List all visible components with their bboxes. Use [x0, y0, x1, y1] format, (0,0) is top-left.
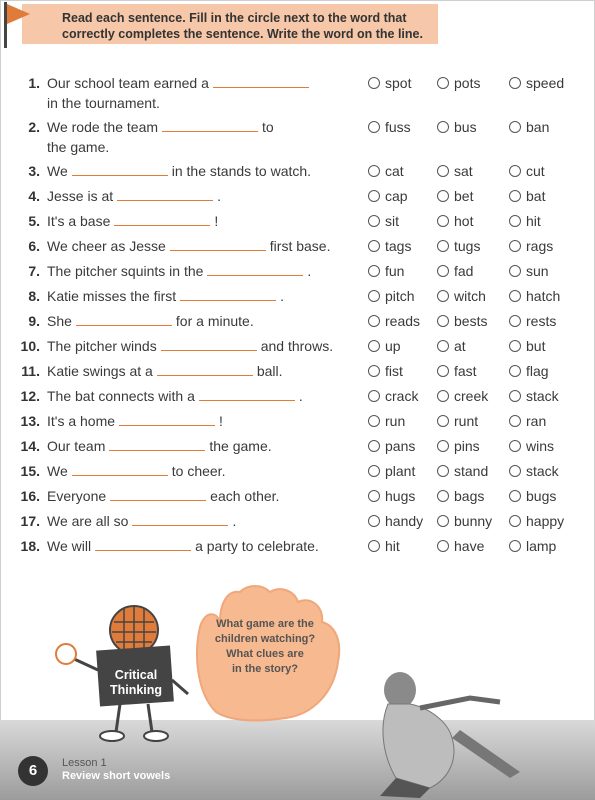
radio-circle-icon[interactable]	[509, 365, 521, 377]
option-word: bests	[454, 313, 488, 329]
answer-option[interactable]	[437, 238, 480, 254]
sentence-before-blank: We are all so	[47, 513, 129, 529]
question-row	[0, 513, 595, 535]
option-word: witch	[454, 288, 486, 304]
question-row	[0, 388, 595, 410]
sentence-before-blank: She	[47, 313, 72, 329]
sentence-after-blank: to cheer.	[171, 463, 226, 479]
question-sentence	[47, 238, 331, 254]
answer-option[interactable]	[437, 213, 473, 229]
radio-circle-icon[interactable]	[509, 121, 521, 133]
answer-option[interactable]	[368, 513, 423, 529]
radio-circle-icon[interactable]	[437, 215, 449, 227]
radio-circle-icon[interactable]	[368, 265, 380, 277]
answer-option[interactable]	[368, 163, 404, 179]
option-word: wins	[526, 438, 555, 454]
sentence-before-blank: The pitcher winds	[47, 338, 157, 354]
option-word: stand	[454, 463, 489, 479]
radio-circle-icon[interactable]	[368, 77, 380, 89]
radio-circle-icon[interactable]	[437, 415, 449, 427]
option-word: pans	[385, 438, 416, 454]
radio-circle-icon[interactable]	[437, 265, 449, 277]
sentence-after-blank: !	[219, 413, 223, 429]
question-number: 8.	[28, 288, 40, 304]
sentence-before-blank: We cheer as Jesse	[47, 238, 166, 254]
answer-option[interactable]	[437, 338, 466, 354]
flag-icon	[3, 2, 31, 50]
answer-option[interactable]	[368, 238, 411, 254]
sentence-after-blank: the game.	[209, 438, 272, 454]
question-row	[0, 263, 595, 285]
radio-circle-icon[interactable]	[509, 440, 521, 452]
option-word: handy	[385, 513, 424, 529]
prompt-line-4: in the story?	[231, 663, 298, 675]
radio-circle-icon[interactable]	[368, 365, 380, 377]
option-word: speed	[526, 75, 565, 91]
radio-circle-icon[interactable]	[509, 490, 521, 502]
answer-blank[interactable]	[95, 538, 191, 551]
answer-blank[interactable]	[72, 463, 168, 476]
sentence-after-blank: !	[214, 213, 219, 229]
radio-circle-icon[interactable]	[437, 77, 449, 89]
radio-circle-icon[interactable]	[437, 121, 449, 133]
option-word: cat	[385, 163, 404, 179]
answer-blank[interactable]	[109, 438, 205, 451]
radio-circle-icon[interactable]	[437, 340, 449, 352]
option-word: bags	[454, 488, 485, 504]
radio-circle-icon[interactable]	[509, 215, 521, 227]
question-row	[0, 438, 595, 460]
answer-option[interactable]	[368, 288, 415, 304]
sentence-before-blank: We rode the team	[47, 119, 159, 135]
answer-option[interactable]	[437, 288, 486, 304]
answer-option[interactable]	[437, 263, 473, 279]
radio-circle-icon[interactable]	[437, 190, 449, 202]
sentence-continuation: the game.	[47, 139, 110, 155]
question-number: 14.	[20, 438, 40, 454]
radio-circle-icon[interactable]	[509, 265, 521, 277]
answer-blank[interactable]	[157, 363, 253, 376]
answer-option[interactable]	[368, 263, 404, 279]
question-number: 9.	[28, 313, 40, 329]
radio-circle-icon[interactable]	[437, 365, 449, 377]
answer-option[interactable]	[368, 188, 408, 204]
question-sentence	[47, 288, 284, 304]
prompt-line-1: What game are the	[216, 618, 314, 630]
option-word: ran	[526, 413, 547, 429]
answer-blank[interactable]	[72, 163, 168, 176]
answer-option[interactable]	[368, 538, 400, 554]
option-word: creek	[454, 388, 489, 404]
option-word: bunny	[454, 513, 493, 529]
answer-option[interactable]	[509, 288, 560, 304]
radio-circle-icon[interactable]	[368, 315, 380, 327]
answer-blank[interactable]	[199, 388, 295, 401]
option-word: tags	[385, 238, 412, 254]
sentence-after-blank: ball.	[256, 363, 283, 379]
option-word: sit	[385, 213, 399, 229]
option-word: stack	[526, 463, 559, 479]
answer-option[interactable]	[509, 238, 553, 254]
option-word: stack	[526, 388, 559, 404]
question-number: 18.	[20, 538, 40, 554]
question-row	[0, 313, 595, 335]
option-word: plant	[385, 463, 416, 479]
sentence-before-blank: Everyone	[47, 488, 107, 504]
option-word: rests	[526, 313, 557, 329]
sentence-after-blank: first base.	[269, 238, 331, 254]
sentence-after-blank: and throws.	[260, 338, 334, 354]
critical-thinking-prompt	[200, 617, 330, 677]
question-row	[0, 163, 595, 185]
critical-thinking-label	[98, 668, 174, 698]
answer-blank[interactable]	[76, 313, 172, 326]
radio-circle-icon[interactable]	[509, 190, 521, 202]
answer-option[interactable]	[509, 313, 556, 329]
answer-option[interactable]	[368, 463, 415, 479]
answer-option[interactable]	[509, 363, 549, 379]
option-word: fad	[454, 263, 474, 279]
answer-option[interactable]	[509, 413, 546, 429]
sentence-before-blank: It's a base	[47, 213, 111, 229]
option-word: reads	[385, 313, 421, 329]
critical-label-line-2: Thinking	[109, 683, 163, 697]
question-row	[0, 338, 595, 360]
radio-circle-icon[interactable]	[509, 165, 521, 177]
option-word: fuss	[385, 119, 411, 135]
question-row	[0, 288, 595, 310]
option-word: tugs	[454, 238, 481, 254]
question-sentence	[47, 213, 218, 229]
radio-circle-icon[interactable]	[368, 240, 380, 252]
option-word: fast	[454, 363, 477, 379]
answer-option[interactable]	[437, 438, 480, 454]
sentence-before-blank: Katie misses the first	[47, 288, 177, 304]
option-word: have	[454, 538, 485, 554]
question-number: 13.	[20, 413, 40, 429]
option-word: up	[385, 338, 401, 354]
answer-option[interactable]	[368, 438, 415, 454]
radio-circle-icon[interactable]	[437, 390, 449, 402]
answer-option[interactable]	[437, 388, 488, 404]
radio-circle-icon[interactable]	[437, 540, 449, 552]
option-word: pots	[454, 75, 481, 91]
radio-circle-icon[interactable]	[437, 240, 449, 252]
radio-circle-icon[interactable]	[368, 490, 380, 502]
option-word: happy	[526, 513, 565, 529]
radio-circle-icon[interactable]	[509, 390, 521, 402]
question-sentence	[47, 188, 221, 204]
answer-blank[interactable]	[110, 488, 206, 501]
question-number: 11.	[21, 363, 40, 379]
option-word: hit	[385, 538, 400, 554]
question-sentence	[47, 488, 279, 504]
radio-circle-icon[interactable]	[437, 515, 449, 527]
question-sentence	[47, 413, 223, 429]
answer-option[interactable]	[437, 513, 492, 529]
directions-banner	[22, 4, 438, 44]
option-word: fist	[385, 363, 403, 379]
question-row	[0, 213, 595, 235]
radio-circle-icon[interactable]	[509, 465, 521, 477]
option-word: bat	[526, 188, 546, 204]
radio-circle-icon[interactable]	[509, 540, 521, 552]
lesson-label: Lesson 1	[62, 757, 107, 769]
question-number: 5.	[28, 213, 40, 229]
radio-circle-icon[interactable]	[509, 340, 521, 352]
sentence-after-blank: to	[262, 119, 274, 135]
question-sentence	[47, 75, 313, 91]
question-sentence	[47, 513, 236, 529]
sentence-after-blank: a party to celebrate.	[195, 538, 319, 554]
sentence-before-blank: Our team	[47, 438, 106, 454]
answer-option[interactable]	[368, 388, 418, 404]
option-word: flag	[526, 363, 549, 379]
answer-option[interactable]	[509, 119, 549, 135]
critical-label-line-1: Critical	[114, 668, 158, 682]
sentence-after-blank: .	[232, 513, 237, 529]
sentence-after-blank: .	[307, 263, 312, 279]
radio-circle-icon[interactable]	[368, 515, 380, 527]
answer-option[interactable]	[509, 188, 545, 204]
directions-text: Read each sentence. Fill in the circle next to the word that correctly completes the sentence. Write the word on the line.	[62, 11, 423, 41]
answer-option[interactable]	[509, 513, 564, 529]
answer-option[interactable]	[437, 463, 488, 479]
answer-option[interactable]	[509, 388, 559, 404]
radio-circle-icon[interactable]	[368, 390, 380, 402]
sentence-after-blank: .	[298, 388, 303, 404]
answer-option[interactable]	[368, 338, 401, 354]
radio-circle-icon[interactable]	[368, 190, 380, 202]
answer-blank[interactable]	[161, 338, 257, 351]
answer-blank[interactable]	[132, 513, 228, 526]
question-row	[0, 119, 595, 155]
question-number: 12.	[20, 388, 40, 404]
answer-option[interactable]	[509, 338, 545, 354]
option-word: cap	[385, 188, 408, 204]
option-word: lamp	[526, 538, 557, 554]
answer-option[interactable]	[368, 119, 411, 135]
answer-option[interactable]	[368, 488, 415, 504]
answer-option[interactable]	[437, 163, 473, 179]
question-number: 7.	[28, 263, 40, 279]
sentence-after-blank: .	[280, 288, 285, 304]
answer-option[interactable]	[509, 75, 564, 91]
answer-option[interactable]	[437, 119, 477, 135]
option-word: run	[385, 413, 406, 429]
sentence-after-blank: in the stands to watch.	[171, 163, 312, 179]
answer-option[interactable]	[509, 538, 556, 554]
question-number: 1.	[28, 75, 40, 91]
radio-circle-icon[interactable]	[368, 465, 380, 477]
question-sentence	[47, 438, 272, 454]
radio-circle-icon[interactable]	[437, 465, 449, 477]
radio-circle-icon[interactable]	[437, 490, 449, 502]
question-sentence	[47, 463, 225, 479]
sentence-before-blank: Our school team earned a	[47, 75, 209, 91]
radio-circle-icon[interactable]	[437, 440, 449, 452]
radio-circle-icon[interactable]	[368, 290, 380, 302]
radio-circle-icon[interactable]	[509, 415, 521, 427]
radio-circle-icon[interactable]	[368, 215, 380, 227]
question-number: 17.	[20, 513, 40, 529]
option-word: at	[454, 338, 466, 354]
question-number: 2.	[28, 119, 40, 135]
sentence-before-blank: We	[47, 163, 68, 179]
radio-circle-icon[interactable]	[509, 515, 521, 527]
sentence-after-blank: .	[217, 188, 222, 204]
answer-option[interactable]	[437, 488, 484, 504]
option-word: but	[526, 338, 546, 354]
radio-circle-icon[interactable]	[368, 440, 380, 452]
radio-circle-icon[interactable]	[437, 165, 449, 177]
answer-option[interactable]	[368, 213, 399, 229]
answer-blank[interactable]	[170, 238, 266, 251]
option-word: sun	[526, 263, 549, 279]
sentence-before-blank: We will	[47, 538, 92, 554]
question-sentence	[47, 338, 333, 354]
answer-option[interactable]	[368, 363, 403, 379]
option-word: pitch	[385, 288, 415, 304]
radio-circle-icon[interactable]	[509, 315, 521, 327]
answer-option[interactable]	[368, 413, 405, 429]
sentence-before-blank: It's a home	[47, 413, 116, 429]
answer-blank[interactable]	[114, 213, 210, 226]
answer-option[interactable]	[509, 488, 556, 504]
answer-option[interactable]	[437, 413, 478, 429]
radio-circle-icon[interactable]	[368, 340, 380, 352]
answer-option[interactable]	[509, 463, 559, 479]
question-number: 16.	[20, 488, 40, 504]
question-row	[0, 538, 595, 560]
question-row	[0, 488, 595, 510]
radio-circle-icon[interactable]	[368, 165, 380, 177]
sentence-after-blank: each other.	[210, 488, 280, 504]
radio-circle-icon[interactable]	[509, 290, 521, 302]
option-word: sat	[454, 163, 473, 179]
question-row	[0, 188, 595, 210]
question-sentence	[47, 388, 303, 404]
question-number: 3.	[28, 163, 40, 179]
question-row	[0, 413, 595, 435]
answer-blank[interactable]	[207, 263, 303, 276]
option-word: hit	[526, 213, 541, 229]
sentence-before-blank: Jesse is at	[47, 188, 114, 204]
radio-circle-icon[interactable]	[437, 290, 449, 302]
answer-option[interactable]	[509, 163, 545, 179]
question-sentence	[47, 119, 274, 135]
option-word: bus	[454, 119, 477, 135]
sentence-before-blank: Katie swings at a	[47, 363, 153, 379]
radio-circle-icon[interactable]	[368, 415, 380, 427]
question-row	[0, 75, 595, 111]
sentence-before-blank: The pitcher squints in the	[47, 263, 204, 279]
answer-option[interactable]	[437, 188, 473, 204]
option-word: fun	[385, 263, 405, 279]
question-number: 10.	[20, 338, 40, 354]
option-word: bugs	[526, 488, 557, 504]
option-word: spot	[385, 75, 412, 91]
question-row	[0, 238, 595, 260]
answer-option[interactable]	[509, 213, 541, 229]
answer-option[interactable]	[368, 313, 420, 329]
answer-option[interactable]	[509, 263, 549, 279]
answer-option[interactable]	[437, 538, 484, 554]
answer-option[interactable]	[437, 313, 487, 329]
option-word: bet	[454, 188, 474, 204]
option-word: rags	[526, 238, 554, 254]
radio-circle-icon[interactable]	[509, 240, 521, 252]
option-word: hatch	[526, 288, 561, 304]
option-word: hugs	[385, 488, 416, 504]
answer-blank[interactable]	[180, 288, 276, 301]
question-sentence	[47, 538, 319, 554]
option-word: hot	[454, 213, 474, 229]
question-number: 6.	[28, 238, 40, 254]
answer-option[interactable]	[437, 363, 477, 379]
page-number: 6	[18, 756, 48, 786]
sentence-continuation: in the tournament.	[47, 95, 160, 111]
answer-blank[interactable]	[117, 188, 213, 201]
answer-blank[interactable]	[213, 75, 309, 88]
question-sentence	[47, 163, 311, 179]
question-row	[0, 463, 595, 485]
sentence-before-blank: The bat connects with a	[47, 388, 195, 404]
radio-circle-icon[interactable]	[368, 540, 380, 552]
question-row	[0, 363, 595, 385]
prompt-line-3: What clues are	[226, 648, 304, 660]
question-sentence	[47, 363, 283, 379]
option-word: ban	[526, 119, 550, 135]
question-sentence	[47, 313, 254, 329]
answer-blank[interactable]	[162, 119, 258, 132]
answer-option[interactable]	[437, 75, 480, 91]
skill-label: Review short vowels	[62, 770, 171, 782]
softball-player-image	[360, 668, 550, 800]
question-sentence	[47, 263, 311, 279]
option-word: runt	[454, 413, 479, 429]
question-number: 15.	[20, 463, 40, 479]
answer-blank[interactable]	[119, 413, 215, 426]
answer-option[interactable]	[509, 438, 554, 454]
sentence-after-blank: for a minute.	[175, 313, 254, 329]
option-word: pins	[454, 438, 480, 454]
question-number: 4.	[28, 188, 40, 204]
prompt-line-2: children watching?	[214, 633, 316, 645]
option-word: cut	[526, 163, 545, 179]
answer-option[interactable]	[368, 75, 411, 91]
radio-circle-icon[interactable]	[509, 77, 521, 89]
radio-circle-icon[interactable]	[368, 121, 380, 133]
option-word: crack	[385, 388, 419, 404]
sentence-before-blank: We	[47, 463, 68, 479]
radio-circle-icon[interactable]	[437, 315, 449, 327]
